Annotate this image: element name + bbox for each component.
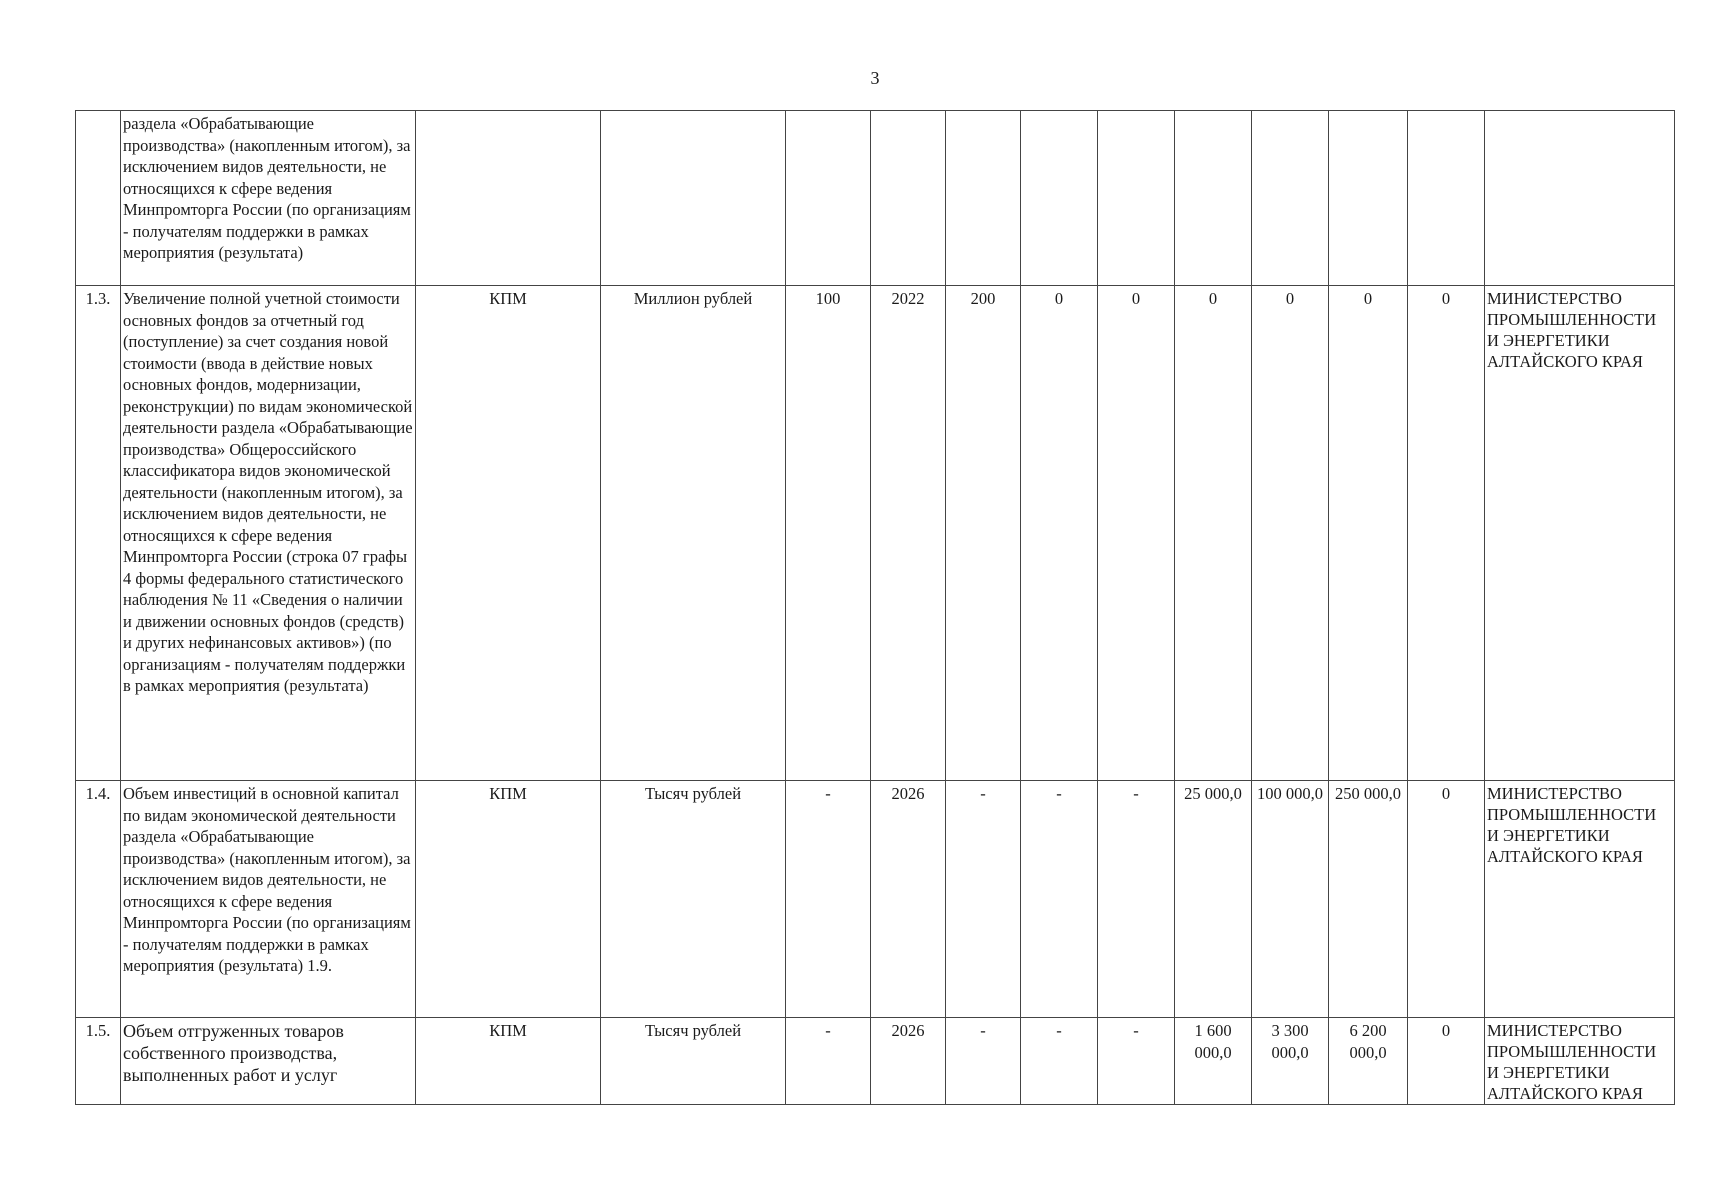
table-row bbox=[76, 111, 1675, 286]
table-row bbox=[76, 286, 1675, 781]
unit-of-measure: Тысяч рублей bbox=[601, 1018, 786, 1105]
value-cell: 0 bbox=[1408, 781, 1485, 1018]
indicator-name: Объем отгруженных товаров собственного производства, выполненных работ и услуг bbox=[121, 1018, 416, 1105]
unit-of-measure bbox=[601, 111, 786, 286]
indicator-level: КПМ bbox=[416, 781, 601, 1018]
value-cell: - bbox=[1098, 1018, 1175, 1105]
value-cell bbox=[1252, 111, 1329, 286]
page-number: 3 bbox=[870, 68, 880, 88]
responsible-org bbox=[1485, 111, 1675, 286]
value-cell: 100 000,0 bbox=[1252, 781, 1329, 1018]
row-number bbox=[76, 111, 121, 286]
base-value: 100 bbox=[786, 286, 871, 781]
indicator-name: Объем инвестиций в основной капитал по видам экономической деятельности раздела «Обрабатывающие производства» (накопленным итогом), за исключением видов деятельности, не относящихся к сфере ведения Минпромторга России (по организациям - получателям поддержки в рамках мероприятия (результата) 1.9. bbox=[121, 781, 416, 1018]
value-cell bbox=[1175, 111, 1252, 286]
indicator-name: раздела «Обрабатывающие производства» (накопленным итогом), за исключением видов деятельности, не относящихся к сфере ведения Минпромторга России (по организациям - получателям поддержки в рамках мероприятия (результата) bbox=[121, 111, 416, 286]
responsible-org: МИНИСТЕРСТВО ПРОМЫШЛЕННОСТИ И ЭНЕРГЕТИКИ АЛТАЙСКОГО КРАЯ bbox=[1485, 1018, 1675, 1105]
base-value bbox=[786, 111, 871, 286]
indicator-level: КПМ bbox=[416, 286, 601, 781]
value-cell bbox=[1098, 111, 1175, 286]
row-number: 1.3. bbox=[76, 286, 121, 781]
base-year: 2026 bbox=[871, 781, 946, 1018]
responsible-org: МИНИСТЕРСТВО ПРОМЫШЛЕННОСТИ И ЭНЕРГЕТИКИ АЛТАЙСКОГО КРАЯ bbox=[1485, 286, 1675, 781]
value-cell: 0 bbox=[1252, 286, 1329, 781]
value-cell: - bbox=[1021, 781, 1098, 1018]
value-cell: 0 bbox=[1408, 1018, 1485, 1105]
responsible-org: МИНИСТЕРСТВО ПРОМЫШЛЕННОСТИ И ЭНЕРГЕТИКИ АЛТАЙСКОГО КРАЯ bbox=[1485, 781, 1675, 1018]
base-year: 2026 bbox=[871, 1018, 946, 1105]
unit-of-measure: Тысяч рублей bbox=[601, 781, 786, 1018]
value-cell bbox=[1021, 111, 1098, 286]
value-cell: - bbox=[946, 781, 1021, 1018]
indicator-name: Увеличение полной учетной стоимости основных фондов за отчетный год (поступление) за счет создания новой стоимости (ввода в действие новых основных фондов, модернизации, реконструкции) по видам экономической деятельности раздела «Обрабатывающие производства» Общероссийского классификатора видов экономической деятельности (накопленным итогом), за исключением видов деятельности, не относящихся к сфере ведения Минпромторга России (строка 07 графы 4 формы федерального статистического наблюдения № 11 «Сведения о наличии и движении основных фондов (средств) и других нефинансовых активов») (по организациям - получателям поддержки в рамках мероприятия (результата) bbox=[121, 286, 416, 781]
indicators-table bbox=[75, 110, 1675, 1105]
value-cell bbox=[946, 111, 1021, 286]
value-cell: 200 bbox=[946, 286, 1021, 781]
value-cell: 0 bbox=[1408, 286, 1485, 781]
base-value: - bbox=[786, 1018, 871, 1105]
value-cell: 0 bbox=[1021, 286, 1098, 781]
indicator-level: КПМ bbox=[416, 1018, 601, 1105]
value-cell bbox=[1329, 111, 1408, 286]
value-cell: - bbox=[946, 1018, 1021, 1105]
value-cell: 6 200 000,0 bbox=[1329, 1018, 1408, 1105]
base-value: - bbox=[786, 781, 871, 1018]
value-cell: - bbox=[1021, 1018, 1098, 1105]
row-number: 1.4. bbox=[76, 781, 121, 1018]
value-cell: 1 600 000,0 bbox=[1175, 1018, 1252, 1105]
unit-of-measure: Миллион рублей bbox=[601, 286, 786, 781]
table-row bbox=[76, 781, 1675, 1018]
value-cell: 0 bbox=[1175, 286, 1252, 781]
value-cell: 0 bbox=[1098, 286, 1175, 781]
value-cell: 250 000,0 bbox=[1329, 781, 1408, 1018]
base-year: 2022 bbox=[871, 286, 946, 781]
value-cell bbox=[1408, 111, 1485, 286]
row-number: 1.5. bbox=[76, 1018, 121, 1105]
value-cell: 3 300 000,0 bbox=[1252, 1018, 1329, 1105]
value-cell: - bbox=[1098, 781, 1175, 1018]
value-cell: 0 bbox=[1329, 286, 1408, 781]
base-year bbox=[871, 111, 946, 286]
table-row bbox=[76, 1018, 1675, 1105]
value-cell: 25 000,0 bbox=[1175, 781, 1252, 1018]
indicator-level bbox=[416, 111, 601, 286]
